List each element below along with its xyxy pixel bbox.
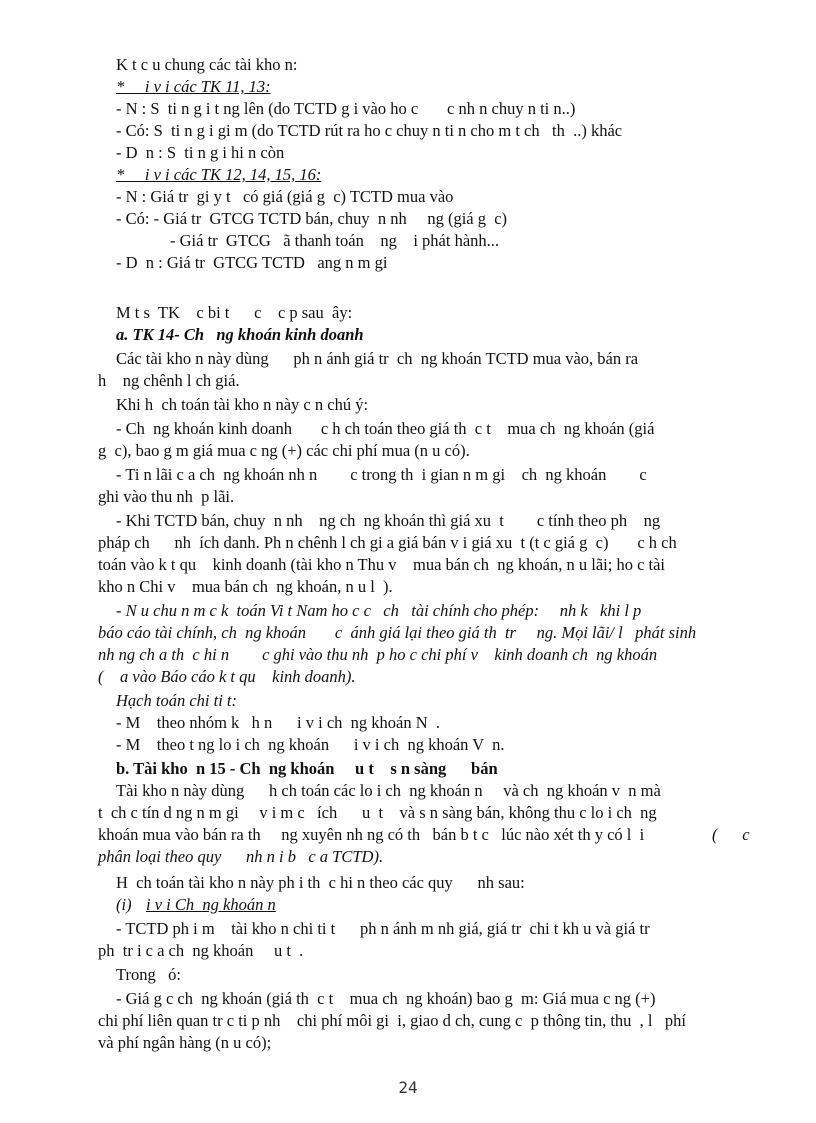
line-16: - Ch ng khoán kinh doanh c h ch toán theo giá th c t mua ch ng khoán (giá <box>116 419 655 438</box>
line-23: kho n Chi v mua bán ch ng khoán, n u l ). <box>98 577 393 596</box>
line-13: Các tài kho n này dùng ph n ánh giá tr ch ng khoán TCTD mua vào, bán ra <box>116 349 639 368</box>
line-7: - N : Giá tr gi y t có giá (giá g c) TCTD mua vào <box>116 187 454 206</box>
line-25: báo cáo tài chính, ch ng khoán c ánh giá lại theo giá th tr ng. Mọi lãi/ l phát sinh <box>98 623 697 642</box>
section-b-heading: b. Tài kho n 15 - Ch ng khoán u t s n sàng bán <box>116 759 498 778</box>
line-39: ph tr i c a ch ng khoán u t . <box>98 941 304 960</box>
line-9: - Giá tr GTCG ã thanh toán ng i phát hành... <box>170 231 500 250</box>
line-15: Khi h ch toán tài kho n này c n chú ý: <box>116 395 369 414</box>
line-43: và phí ngân hàng (n u có); <box>98 1033 272 1052</box>
line-32: Tài kho n này dùng h ch toán các lo i ch ng khoán n và ch ng khoán v n mà <box>116 781 661 800</box>
line-5: - D n : S ti n g i hi n còn <box>116 143 285 162</box>
line-27: ( a vào Báo cáo k t qu kinh doanh). <box>98 667 356 686</box>
line-4: - Có: S ti n g i gi m (do TCTD rút ra ho c chuy n ti n cho m t ch th ..) khác <box>116 121 623 140</box>
line-2: * i v i các TK 11, 13: <box>116 77 271 96</box>
line-21: pháp ch nh ích danh. Ph n chênh l ch gi a giá bán v i giá xu t (t c giá g c) c h ch <box>98 533 677 552</box>
line-3: - N : S ti n g i t ng lên (do TCTD g i vào ho c c nh n chuy n ti n..) <box>116 99 576 118</box>
line-42: chi phí liên quan tr c ti p nh chi phí môi gi i, giao d ch, cung c p thông tin, thu , l phí <box>98 1011 686 1030</box>
line-29: - M theo nhóm k h n i v i ch ng khoán N . <box>116 713 441 732</box>
line-6: * i v i các TK 12, 14, 15, 16: <box>116 165 322 184</box>
page-number: 24 <box>398 1078 418 1097</box>
line-26: nh ng ch a th c hi n c ghi vào thu nh p ho c chi phí v kinh doanh ch ng khoán <box>98 645 658 664</box>
line-14: h ng chênh l ch giá. <box>98 371 240 390</box>
line-11: M t s TK c bi t c c p sau ây: <box>116 303 353 322</box>
line-10: - D n : Giá tr GTCG TCTD ang n m gi <box>116 253 388 272</box>
line-1: K t c u chung các tài kho n: <box>116 55 298 74</box>
line-36: H ch toán tài kho n này ph i th c hi n theo các quy nh sau: <box>116 873 525 892</box>
line-8: - Có: - Giá tr GTCG TCTD bán, chuy n nh ng (giá g c) <box>116 209 508 228</box>
line-35: phân loại theo quy nh n i b c a TCTD). <box>98 847 384 866</box>
line-38: - TCTD ph i m tài kho n chi ti t ph n ánh m nh giá, giá tr chi t kh u và giá tr <box>116 919 650 938</box>
line-41: - Giá g c ch ng khoán (giá th c t mua ch ng khoán) bao g m: Giá mua c ng (+) <box>116 989 656 1008</box>
line-30: - M theo t ng lo i ch ng khoán i v i ch ng khoán V n. <box>116 735 505 754</box>
line-22: toán vào k t qu kinh doanh (tài kho n Thu v mua bán ch ng khoán, n u lãi; ho c tài <box>98 555 666 574</box>
line-33: t ch c tín d ng n m gi v i m c ích u t và s n sàng bán, không thu c lo i ch ng <box>98 803 657 822</box>
line-20: - Khi TCTD bán, chuy n nh ng ch ng khoán thì giá xu t c tính theo ph ng <box>116 511 661 530</box>
line-40: Trong ó: <box>116 965 181 984</box>
section-a-heading: a. TK 14- Ch ng khoán kinh doanh <box>116 325 364 344</box>
line-24: - N u chu n m c k toán Vi t Nam ho c c ch tài chính cho phép: nh k khi l p <box>116 601 642 620</box>
line-28: Hạch toán chi ti t: <box>116 691 237 710</box>
line-18: - Ti n lãi c a ch ng khoán nh n c trong th i gian n m gi ch ng khoán c <box>116 465 647 484</box>
line-34-tail: ( c <box>712 825 750 844</box>
line-19: ghi vào thu nh p lãi. <box>98 487 235 506</box>
line-34: khoán mua vào bán ra th ng xuyên nh ng có th bán b t c lúc nào xét th y có l i <box>98 825 645 844</box>
line-37-label: (i) <box>116 895 132 914</box>
line-17: g c), bao g m giá mua c ng (+) các chi phí mua (n u có). <box>98 441 470 460</box>
line-37: i v i Ch ng khoán n <box>146 895 276 914</box>
